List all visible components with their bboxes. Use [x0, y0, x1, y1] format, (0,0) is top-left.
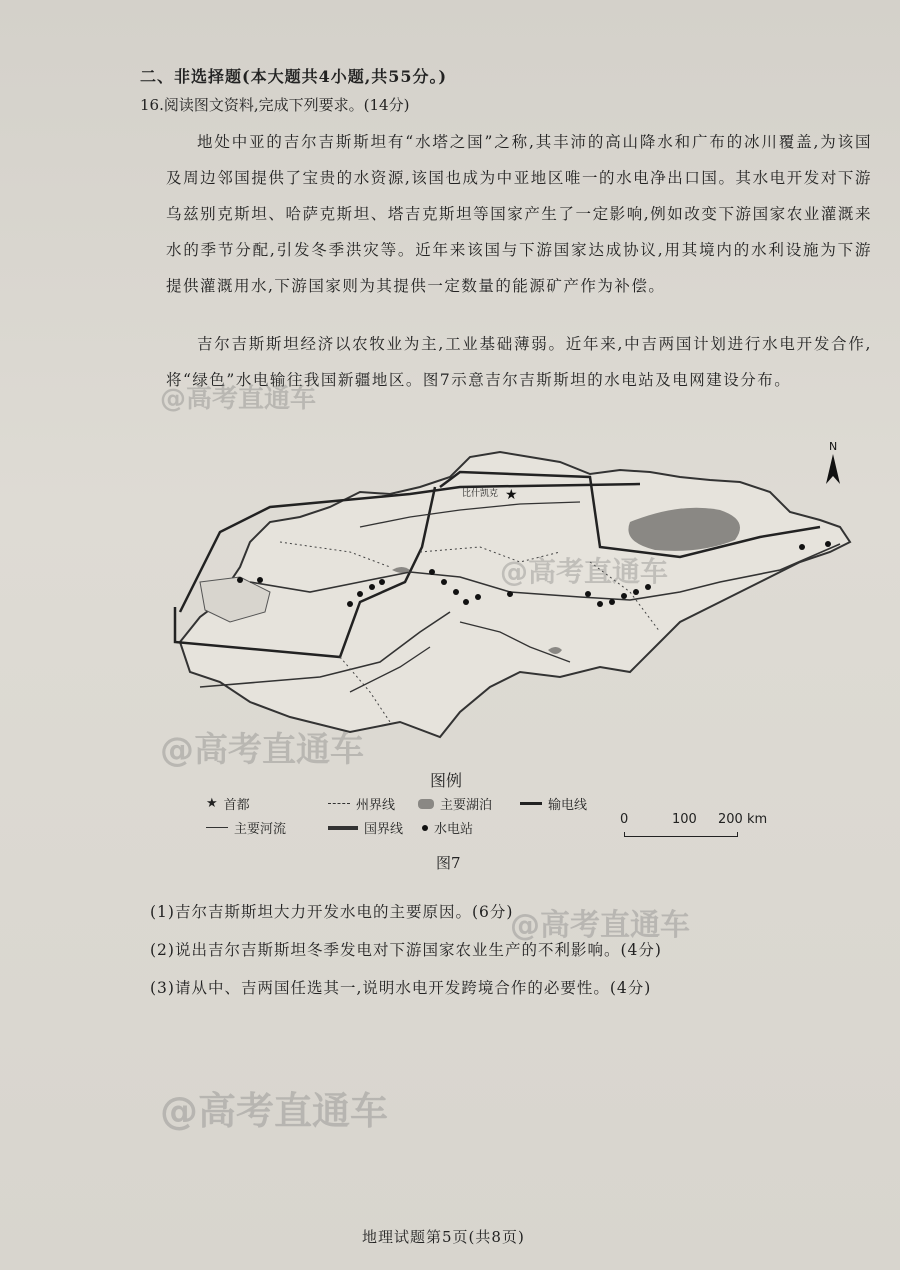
hydro-station [621, 593, 627, 599]
watermark: @高考直通车 [160, 730, 364, 770]
dot-icon [422, 825, 428, 831]
legend-river [206, 818, 286, 837]
kyrgyzstan-map [160, 432, 880, 762]
hydro-station [463, 599, 469, 605]
section-title: 二、非选择题(本大题共4小题,共55分。) [140, 67, 448, 86]
paragraph-1: 地处中亚的吉尔吉斯斯坦有“水塔之国”之称,其丰沛的高山降水和广布的冰川覆盖,为该国及周边邻国提供了宝贵的水资源,该国也成为中亚地区唯一的水电净出口国。其水电开发对下游乌兹别克斯坦、哈萨克斯坦、塔吉克斯坦等国家产生了一定影响,例如改变下游国家农业灌溉来水的季节分配,引发冬季洪灾等。近年来该国与下游国家达成协议,用其境内的水利设施为下游提供灌溉用水,下游国家则为其提供一定数量的能源矿产作为补偿。 [166, 133, 872, 295]
legend-label: 州界线 [356, 798, 396, 813]
hydro-station [585, 591, 591, 597]
sub-question-3: (3)请从中、吉两国任选其一,说明水电开发跨境合作的必要性。(4分) [150, 979, 652, 997]
watermark: @高考直通车 [160, 384, 317, 414]
legend-label: 主要湖泊 [440, 798, 493, 813]
hydro-station [379, 579, 385, 585]
hydro-station [475, 594, 481, 600]
hydro-station [507, 591, 513, 597]
capital-label: 比什凯克 [462, 489, 499, 499]
question-title: 16.阅读图文资料,完成下列要求。(14分) [140, 96, 410, 114]
legend-label: 国界线 [364, 822, 404, 837]
figure-caption: 图7 [436, 854, 461, 872]
north-label: N [829, 440, 838, 453]
hydro-station [369, 584, 375, 590]
scale-label: 200 km [718, 812, 768, 827]
hydro-station [237, 577, 243, 583]
legend-power-line [520, 794, 587, 813]
legend-hydro-station [418, 818, 473, 837]
legend-label: 主要河流 [234, 822, 287, 837]
watermark: @高考直通车 [160, 1089, 389, 1133]
hydro-station [825, 541, 831, 547]
border-line-icon [328, 826, 358, 830]
north-arrow-icon [826, 454, 840, 484]
watermark: @高考直通车 [510, 908, 690, 943]
sub-question-2: (2)说出吉尔吉斯斯坦冬季发电对下游国家农业生产的不利影响。(4分) [150, 941, 662, 959]
legend-national-border [328, 818, 403, 837]
lake-icon [418, 799, 434, 809]
legend-label: 水电站 [434, 822, 474, 837]
sub-question-1: (1)吉尔吉斯斯坦大力开发水电的主要原因。(6分) [150, 903, 514, 921]
hydro-station [429, 569, 435, 575]
scale-label: 0 [620, 812, 629, 827]
hydro-station [257, 577, 263, 583]
legend-title: 图例 [430, 771, 463, 790]
thick-line-icon [520, 802, 542, 805]
dashed-line-icon [328, 803, 350, 804]
hydro-station [441, 579, 447, 585]
hydro-station [609, 599, 615, 605]
hydro-station [799, 544, 805, 550]
legend-province-line [328, 794, 395, 813]
capital-star: ★ [505, 487, 518, 503]
hydro-station [453, 589, 459, 595]
legend-capital [206, 794, 250, 813]
hydro-station [357, 591, 363, 597]
hydro-station [347, 601, 353, 607]
scale-line [624, 832, 738, 837]
legend-label: 输电线 [548, 798, 588, 813]
legend-label: 首都 [223, 798, 250, 813]
watermark: @高考直通车 [500, 555, 669, 588]
star-icon: ★ [206, 796, 218, 811]
legend-lake [418, 794, 492, 813]
scale-label: 100 [672, 812, 697, 827]
scale-bar [620, 812, 780, 842]
paragraph-2: 吉尔吉斯斯坦经济以农牧业为主,工业基础薄弱。近年来,中吉两国计划进行水电开发合作,将“绿色”水电输往我国新疆地区。图7示意吉尔吉斯斯坦的水电站及电网建设分布。 [166, 335, 872, 389]
solid-line-icon [206, 827, 228, 828]
hydro-station [597, 601, 603, 607]
page-footer: 地理试题第5页(共8页) [362, 1228, 525, 1246]
